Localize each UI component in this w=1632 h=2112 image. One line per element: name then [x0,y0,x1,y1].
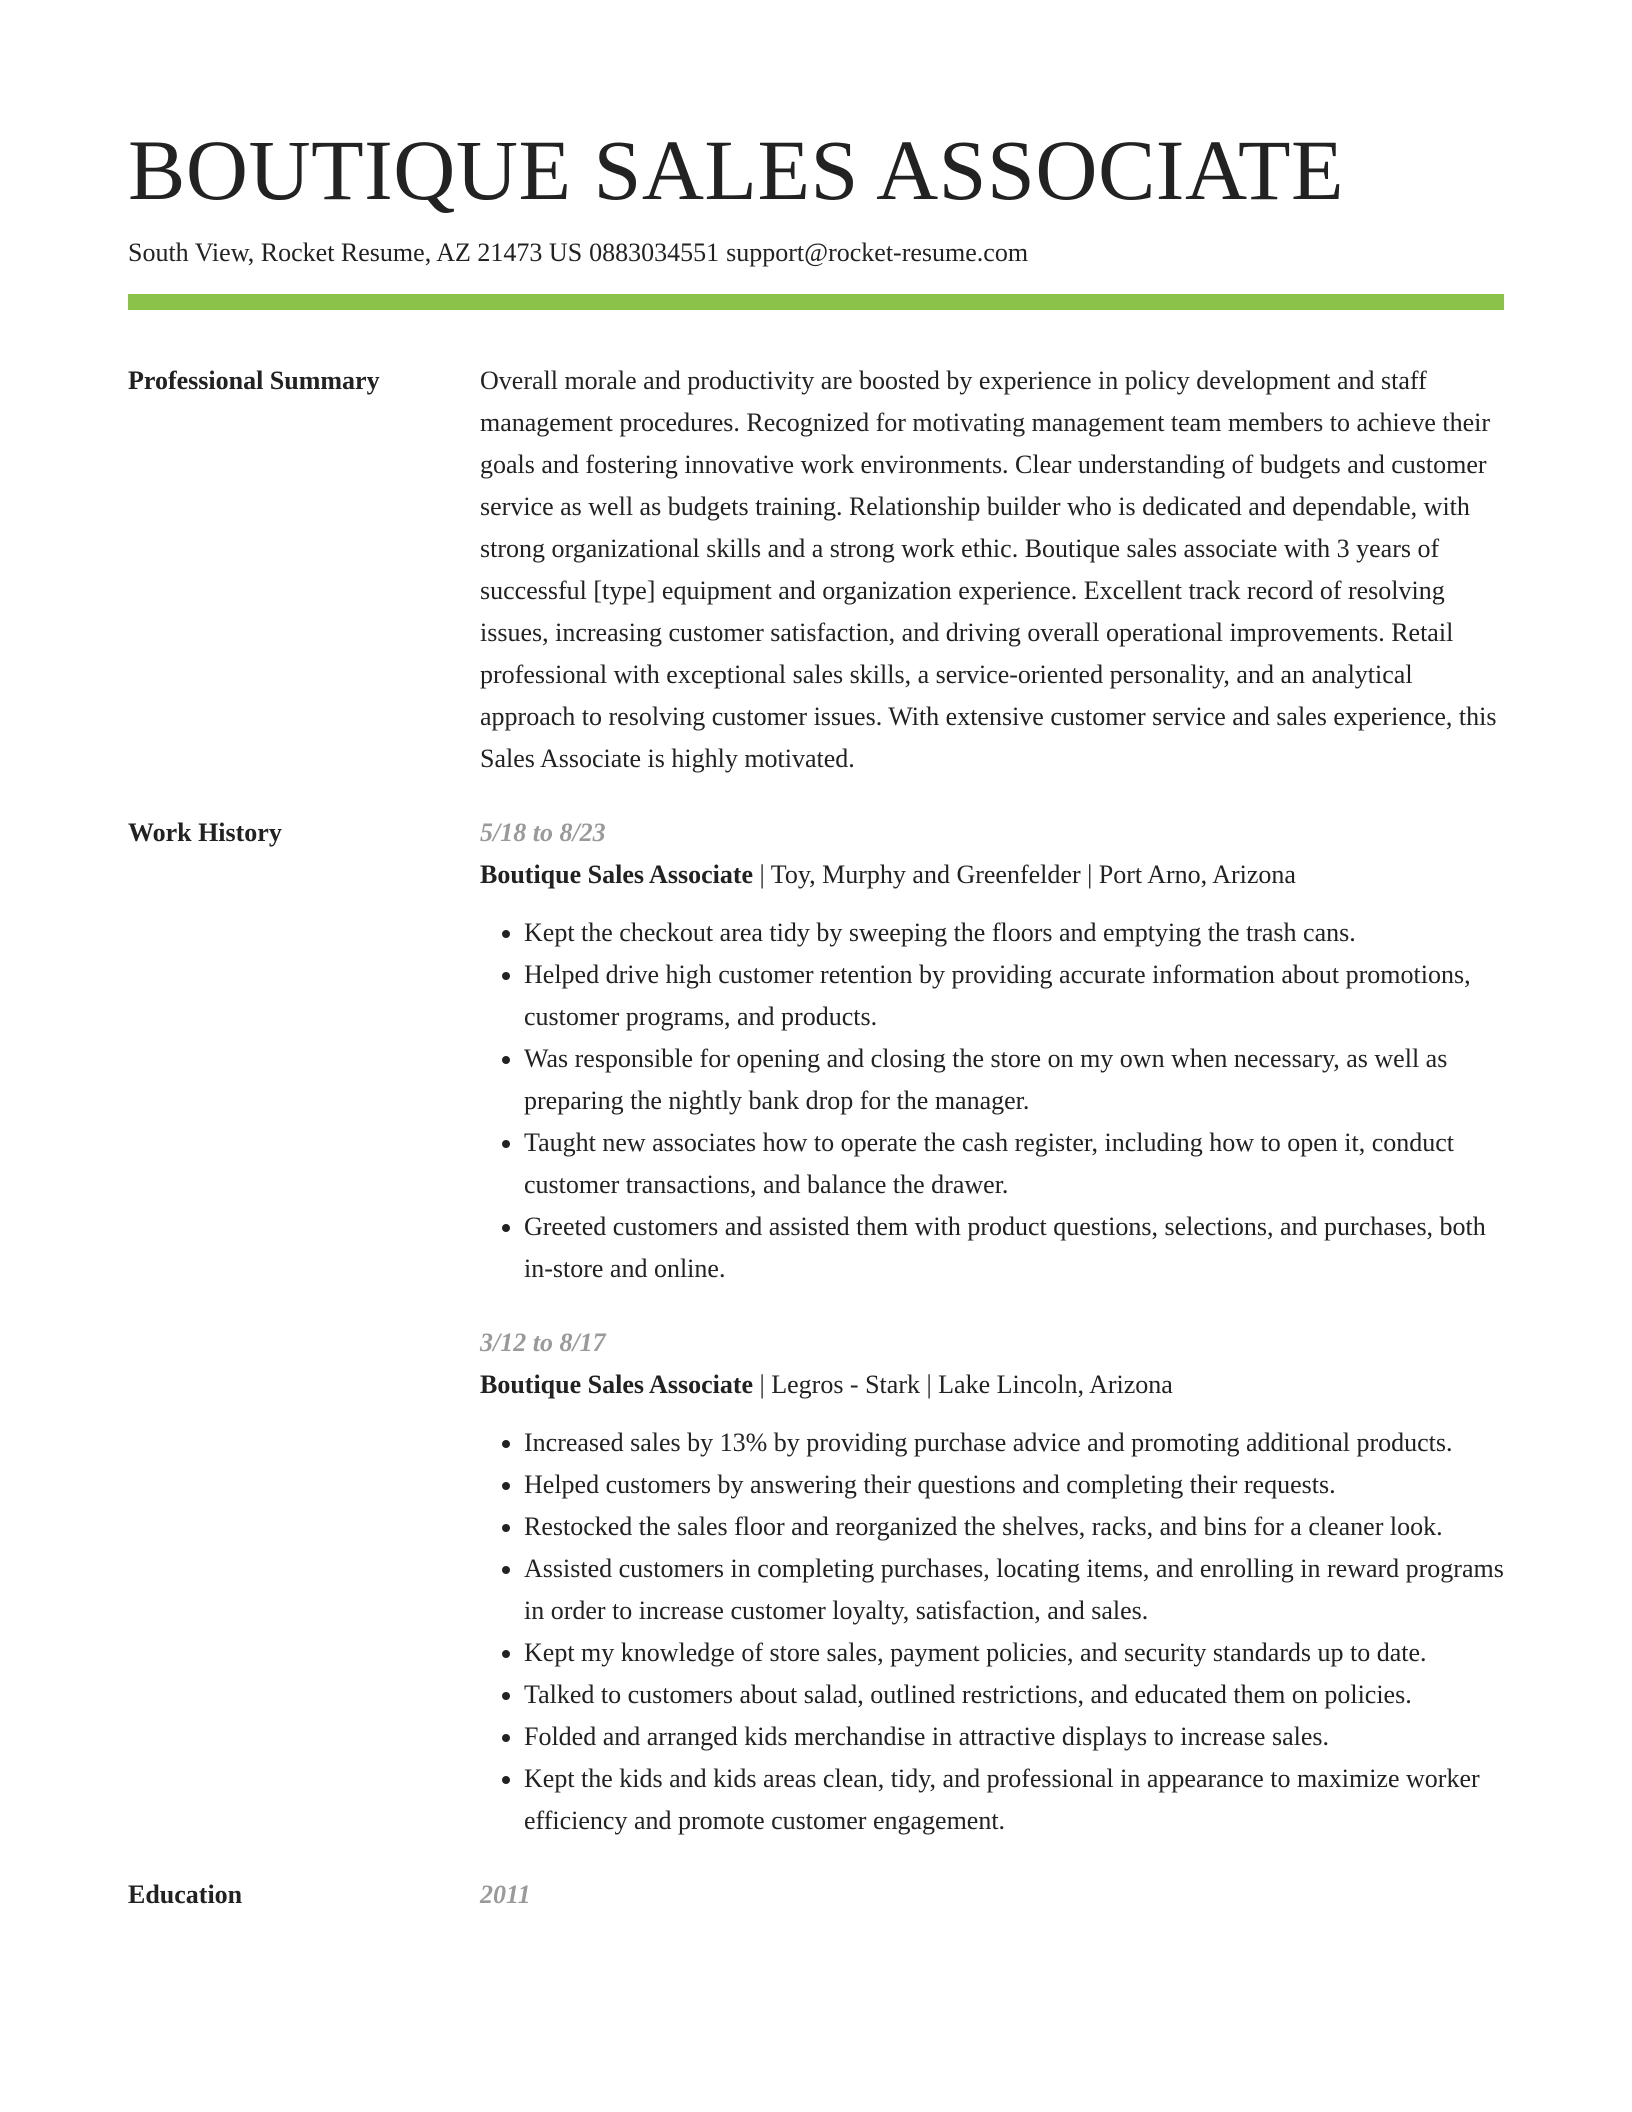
job-bullet: • Folded and arranged kids merchandise in attractive displays to increase sales. [524,1716,1504,1758]
job-bullets [480,1422,1504,1842]
contact-address: South View, Rocket Resume, AZ 21473 US [128,238,583,267]
job-bullet: • Kept the kids and kids areas clean, tidy, and professional in appearance to maximize worker efficiency and promote customer engagement. [524,1758,1504,1842]
education-year: 2011 [480,1880,531,1909]
job-title: Boutique Sales Associate [480,860,754,889]
job-company-location: | Legros - Stark | Lake Lincoln, Arizona [759,1370,1173,1399]
job-entry [480,812,1504,1290]
contact-line [128,236,1504,270]
job-heading [480,854,1504,896]
job-company-location: | Toy, Murphy and Greenfelder | Port Arno, Arizona [759,860,1296,889]
summary-text: Overall morale and productivity are boosted by experience in policy development and staff management procedures. Recognized for motivating management team members to achieve their goals and fostering innovative work environments. Clear understanding of budgets and customer service as well as budgets training. Relationship builder who is dedicated and dependable, with strong organizational skills and a strong work ethic. Boutique sales associate with 3 years of successful [type] equipment and organization experience. Excellent track record of resolving issues, increasing customer satisfaction, and driving overall operational improvements. Retail professional with exceptional sales skills, a service-oriented personality, and an analytical approach to resolving customer issues. With extensive customer service and sales experience, this Sales Associate is highly motivated. [480,366,1497,773]
resume-name: BOUTIQUE SALES ASSOCIATE [128,122,1345,218]
job-bullet: • Restocked the sales floor and reorganized the shelves, racks, and bins for a cleaner look. [524,1506,1504,1548]
job-dates: 3/12 to 8/17 [480,1328,606,1357]
education-body [480,1874,1504,1916]
job-bullet: • Greeted customers and assisted them with product questions, selections, and purchases, both in-store and online. [524,1206,1504,1290]
job-entry [480,1322,1504,1842]
job-bullet: • Assisted customers in completing purchases, locating items, and enrolling in reward programs in order to increase customer loyalty, satisfaction, and sales. [524,1548,1504,1632]
education-section [128,1874,1504,1916]
contact-email: support@rocket-resume.com [726,238,1029,267]
resume-page [128,0,1504,1916]
work-history-section [128,812,1504,1842]
work-history-list [480,812,1504,1842]
job-bullet: • Kept the checkout area tidy by sweeping the floors and emptying the trash cans. [524,912,1504,954]
job-bullet: • Talked to customers about salad, outlined restrictions, and educated them on policies. [524,1674,1504,1716]
job-bullet: • Increased sales by 13% by providing purchase advice and promoting additional products. [524,1422,1504,1464]
section-label-work-history: Work History [128,818,282,847]
job-bullet: • Kept my knowledge of store sales, payment policies, and security standards up to date. [524,1632,1504,1674]
job-bullet: • Was responsible for opening and closing the store on my own when necessary, as well as preparing the nightly bank drop for the manager. [524,1038,1504,1122]
job-bullets [480,912,1504,1290]
job-heading [480,1364,1504,1406]
professional-summary-section [128,360,1504,780]
job-title: Boutique Sales Associate [480,1370,754,1399]
job-bullet: • Helped customers by answering their questions and completing their requests. [524,1464,1504,1506]
section-label-education: Education [128,1880,243,1909]
job-bullet: • Helped drive high customer retention by providing accurate information about promotions, customer programs, and products. [524,954,1504,1038]
contact-phone: 0883034551 [589,238,720,267]
job-dates: 5/18 to 8/23 [480,818,606,847]
header-divider [128,294,1504,310]
section-label-summary: Professional Summary [128,366,380,395]
job-bullet: • Taught new associates how to operate the cash register, including how to open it, conduct customer transactions, and balance the drawer. [524,1122,1504,1206]
